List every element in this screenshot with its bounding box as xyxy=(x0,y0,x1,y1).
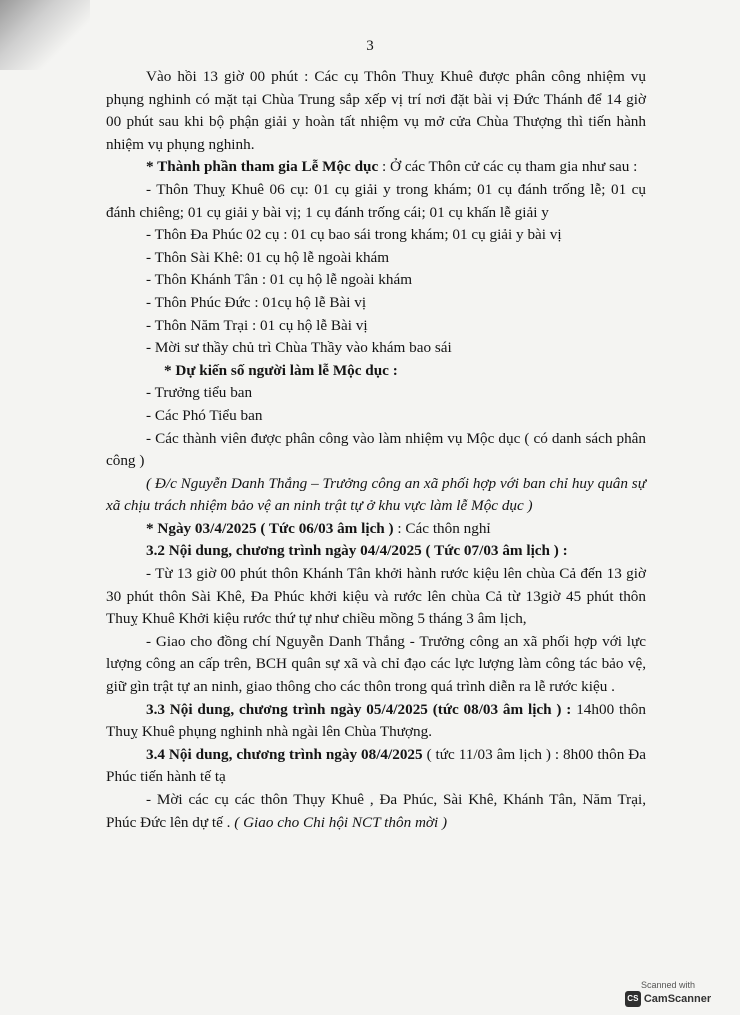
list-item: - Thôn Khánh Tân : 01 cụ hộ lễ ngoài khám xyxy=(146,271,413,289)
camscanner-logo-icon: CS xyxy=(625,991,641,1007)
paragraph-opening: Vào hồi 13 giờ 00 phút : Các cụ Thôn Thuỵ Khuê được phân công nhiệm vụ phụng nghinh có mặt tại Chùa Trung sắp xếp vị trí nơi đặt bài vị Đức Thánh để 14 giờ 00 phút sau khi bộ phận giải y hoàn tất nhiệm vụ mở cửa Chùa Thượng thì tiến hành nhiệm vụ phụng nghinh. xyxy=(106,68,646,153)
list-item: - Thôn Sài Khê: 01 cụ hộ lễ ngoài khám xyxy=(146,248,390,266)
section-3-4: 3.4 Nội dung, chương trình ngày 08/4/2025 ( tức 11/03 âm lịch ) : 8h00 thôn Đa Phúc tiến hành tế tạ xyxy=(106,745,646,786)
list-item: - Thôn Thuỵ Khuê 06 cụ: 01 cụ giải y trong khám; 01 cụ đánh trống lễ; 01 cụ đánh chiêng; 01 cụ giải y bài vị; 1 cụ đánh trống cái; 01 cụ khấn lễ giải y xyxy=(106,180,646,221)
camscanner-brand: CamScanner xyxy=(643,993,712,1005)
list-item: - Thôn Phúc Đức : 01cụ hộ lễ Bài vị xyxy=(146,293,367,311)
heading-participants: * Thành phần tham gia Lễ Mộc dục : Ở các Thôn cử các cụ tham gia như sau : xyxy=(146,158,638,176)
list-item: - Các thành viên được phân công vào làm nhiệm vụ Mộc dục ( có danh sách phân công ) xyxy=(106,429,646,470)
list-item: - Mời sư thầy chủ trì Chùa Thầy vào khám bao sái xyxy=(146,339,452,357)
heading-day-0304: * Ngày 03/4/2025 ( Tức 06/03 âm lịch ) : Các thôn nghỉ xyxy=(146,519,491,537)
camscanner-brand-row xyxy=(620,991,716,1007)
list-item: - Trưởng tiểu ban xyxy=(146,384,253,402)
document-body xyxy=(106,66,646,834)
list-item: - Mời các cụ các thôn Thụy Khuê , Đa Phúc, Sài Khê, Khánh Tân, Năm Trại, Phúc Đức lên dự tế . ( Giao cho Chi hội NCT thôn mời ) xyxy=(106,791,646,831)
note-security: ( Đ/c Nguyễn Danh Thắng – Trưởng công an xã phối hợp với ban chỉ huy quân sự xã chịu trách nhiệm bảo vệ an ninh trật tự ở khu vực làm lễ Mộc dục ) xyxy=(106,474,646,515)
section-3-3: 3.3 Nội dung, chương trình ngày 05/4/2025 (tức 08/03 âm lịch ) : 14h00 thôn Thuỵ Khuê phụng nghinh nhà ngài lên Chùa Thượng. xyxy=(106,700,646,741)
heading-section-3-2: 3.2 Nội dung, chương trình ngày 04/4/2025 ( Tức 07/03 âm lịch ) : xyxy=(146,542,568,560)
list-item: - Các Phó Tiểu ban xyxy=(146,406,263,424)
list-item: - Từ 13 giờ 00 phút thôn Khánh Tân khởi hành rước kiệu lên chùa Cả đến 13 giờ 30 phút thôn Sài Khê, Đa Phúc khởi kiệu và rước lên chùa Cả từ 13giờ 45 phút thôn Thuỵ Khuê Khởi kiệu rước thứ tự như chiều mồng 5 tháng 3 âm lịch, xyxy=(106,565,646,628)
page-number: 3 xyxy=(366,38,374,54)
list-item: - Thôn Đa Phúc 02 cụ : 01 cụ bao sái trong khám; 01 cụ giải y bài vị xyxy=(146,226,562,244)
list-item: - Giao cho đồng chí Nguyễn Danh Thắng - Trưởng công an xã phối hợp với lực lượng công an cấp trên, BCH quân sự xã và chỉ đạo các lực lượng làm công tác bảo vệ, giữ gìn trật tự an ninh, giao thông cho các thôn trong quá trình diễn ra lễ rước kiệu . xyxy=(106,632,646,696)
list-item: - Thôn Năm Trại : 01 cụ hộ lễ Bài vị xyxy=(146,316,368,334)
camscanner-watermark xyxy=(620,980,716,1007)
heading-expected-people: * Dự kiến số người làm lễ Mộc dục : xyxy=(164,361,398,379)
scanned-with-label: Scanned with xyxy=(640,980,696,990)
